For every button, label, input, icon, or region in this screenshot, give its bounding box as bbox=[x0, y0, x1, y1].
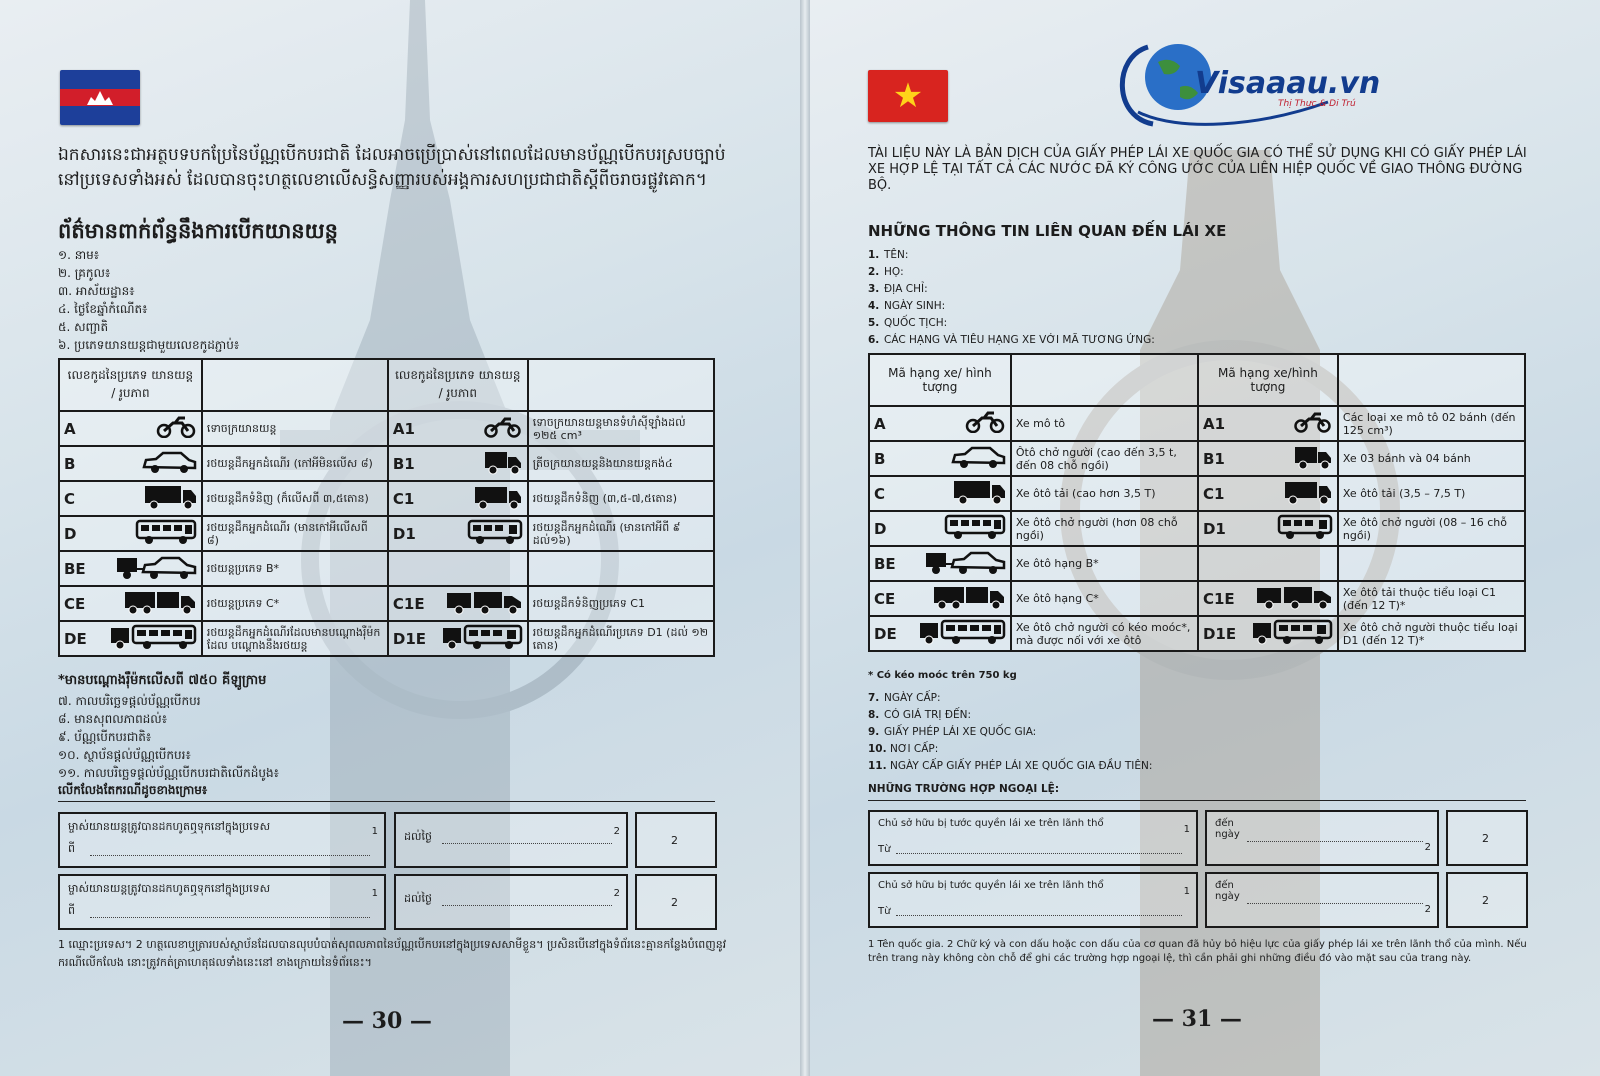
tricycle-truck-icon bbox=[483, 449, 523, 479]
category-description: Xe ôtô tải (3,5 – 7,5 T) bbox=[1338, 476, 1525, 511]
section-heading: ព័ត៌មានពាក់ព័ន្ធនឹងការបើកយានយន្ត bbox=[58, 219, 338, 243]
exception-owner-label: Chủ sở hữu bị tước quyền lái xe trên lãnh thổ bbox=[878, 880, 1104, 891]
category-code-cell bbox=[1198, 546, 1338, 581]
category-description: រថយន្តដឹកអ្នកដំណើរ (មានកៅអីពី ៩ ដល់១៦) bbox=[528, 516, 714, 551]
logo-name: Visaaau.vn bbox=[1195, 66, 1381, 101]
table-row bbox=[869, 511, 1525, 546]
book-gutter bbox=[800, 0, 810, 1076]
truck-icon bbox=[143, 484, 197, 514]
table-row bbox=[869, 406, 1525, 441]
table-row bbox=[59, 481, 714, 516]
category-code-cell bbox=[1198, 476, 1338, 511]
category-code-cell bbox=[59, 551, 202, 586]
car-icon bbox=[141, 450, 197, 478]
list-item: 11. NGÀY CẤP GIẤY PHÉP LÁI XE QUỐC GIA ĐẦU TIÊN: bbox=[868, 760, 1153, 772]
small-truck-with-trailer-icon bbox=[1255, 584, 1333, 614]
issue-info-list bbox=[868, 690, 1152, 775]
exception-owner-label: Chủ sở hữu bị tước quyền lái xe trên lãnh thổ bbox=[878, 818, 1104, 829]
exception-until-box: đến ngày 2 bbox=[1205, 872, 1439, 928]
category-code: D1E bbox=[1202, 624, 1237, 643]
table-row bbox=[869, 546, 1525, 581]
category-code-cell bbox=[388, 516, 528, 551]
category-code: C1 bbox=[1202, 484, 1225, 503]
motorcycle-icon bbox=[964, 411, 1006, 437]
trailer-note: *មានបណ្តោងរ៉ឺម៉កលើសពី ៧៥០ គីឡូក្រាម bbox=[58, 673, 267, 688]
small-motorcycle-icon bbox=[483, 416, 523, 442]
category-description: Các loại xe mô tô 02 bánh (đến 125 cm³) bbox=[1338, 406, 1525, 441]
exception-stamp-box: 2 bbox=[635, 874, 717, 930]
category-code: DE bbox=[874, 624, 897, 643]
list-item: 4. NGÀY SINH: bbox=[868, 300, 946, 312]
category-code: B1 bbox=[1202, 449, 1225, 468]
category-description: Xe ôtô tải (cao hơn 3,5 T) bbox=[1011, 476, 1198, 511]
page-number: — 31 — bbox=[1152, 1006, 1242, 1032]
minibus-with-trailer-icon bbox=[1251, 619, 1333, 649]
table-row bbox=[59, 621, 714, 656]
category-code-cell bbox=[388, 621, 528, 656]
divider bbox=[868, 800, 1526, 801]
exceptions-heading: NHỮNG TRƯỜNG HỢP NGOẠI LỆ: bbox=[868, 783, 1060, 795]
table-row bbox=[869, 476, 1525, 511]
category-code-cell bbox=[869, 406, 1011, 441]
table-row bbox=[59, 586, 714, 621]
category-description: ទោចក្រយានយន្តមានទំហំស៊ីឡាំងដល់ ១២៥ cm³ bbox=[528, 411, 714, 446]
category-code-cell bbox=[388, 551, 528, 586]
category-code: D bbox=[874, 519, 887, 538]
exception-stamp-box: 2 bbox=[635, 812, 717, 868]
list-item: ៨. មានសុពលភាពដល់៖ bbox=[58, 712, 167, 726]
driver-info-list bbox=[868, 247, 1155, 349]
list-item: 5. QUỐC TỊCH: bbox=[868, 317, 948, 329]
category-description: រថយន្តដឹកអ្នកដំណើរ (មានកៅអីលើសពី ៨) bbox=[202, 516, 388, 551]
truck-with-trailer-icon bbox=[932, 584, 1006, 614]
category-code: A bbox=[874, 414, 886, 433]
category-code-cell bbox=[869, 546, 1011, 581]
truck-icon bbox=[952, 479, 1006, 509]
exception-owner-label: ម្ចាស់យានយន្តត្រូវបានដកហូតឮទុកនៅក្នុងប្រទេស bbox=[68, 820, 271, 833]
bus-with-trailer-icon bbox=[109, 624, 197, 654]
list-item: 9. GIẤY PHÉP LÁI XE QUỐC GIA: bbox=[868, 726, 1037, 738]
small-truck-with-trailer-icon bbox=[445, 589, 523, 619]
exception-until-box: ដល់ថ្ងៃ 2 bbox=[394, 874, 628, 930]
small-truck-icon bbox=[473, 484, 523, 514]
exception-owner-box: Chủ sở hữu bị tước quyền lái xe trên lãnh thổ 1 Từ bbox=[868, 810, 1198, 866]
category-code-cell bbox=[59, 586, 202, 621]
category-description: រថយន្តដឹកអ្នកដំណើរដែលមានបណ្តោងរ៉ឺម៉ក ដែល បណ្តោងនឹងរថយន្ត bbox=[202, 621, 388, 656]
exception-owner-label: ម្ចាស់យានយន្តត្រូវបានដកហូតឮទុកនៅក្នុងប្រទេស bbox=[68, 882, 271, 895]
minibus-icon bbox=[467, 519, 523, 549]
driver-info-list bbox=[58, 246, 239, 354]
category-description: រថយន្តដឹកអ្នកដំណើរ (កៅអីមិនលើស ៨) bbox=[202, 446, 388, 481]
list-item: ១១. កាលបរិច្ឆេទផ្តល់ប័ណ្ណបើកបរជាតិលើកដំបូង៖ bbox=[58, 766, 279, 780]
table-row bbox=[869, 441, 1525, 476]
motorcycle-icon bbox=[155, 416, 197, 442]
footnote: 1 Tên quốc gia. 2 Chữ ký và con dấu hoặc con dấu của cơ quan đã hủy bỏ hiệu lực của giấy phép lái xe trên lãnh thổ của mình. Nếu trên trang này không còn chỗ để ghi các trường hợp ngoại lệ, thì cần phải ghi những điều đó vào mặt sau của trang này. bbox=[868, 939, 1527, 964]
table-row bbox=[869, 581, 1525, 616]
table-row bbox=[59, 446, 714, 481]
list-item: 10. NƠI CẤP: bbox=[868, 743, 939, 755]
trailer-note: * Có kéo moóc trên 750 kg bbox=[868, 670, 1017, 681]
issue-info-list bbox=[58, 692, 279, 782]
category-description: រថយន្តដឹកទំនិញ (៣,៥-៧,៥តោន) bbox=[528, 481, 714, 516]
category-description: Xe 03 bánh và 04 bánh bbox=[1338, 441, 1525, 476]
category-description: Ôtô chở người (cao đến 3,5 t, đến 08 chỗ ngồi) bbox=[1011, 441, 1198, 476]
vehicle-category-table bbox=[58, 358, 715, 657]
category-code: C1E bbox=[392, 594, 425, 613]
category-code: C1 bbox=[392, 489, 415, 508]
category-code-cell bbox=[869, 476, 1011, 511]
category-code: C bbox=[874, 484, 886, 503]
car-icon bbox=[950, 445, 1006, 473]
category-code-cell bbox=[59, 481, 202, 516]
category-code-cell bbox=[1198, 441, 1338, 476]
table-row bbox=[59, 411, 714, 446]
category-description: រថយន្តប្រភេទ C* bbox=[202, 586, 388, 621]
category-description: Xe ôtô chở người (hơn 08 chỗ ngồi) bbox=[1011, 511, 1198, 546]
bus-icon bbox=[135, 519, 197, 549]
category-code: A bbox=[64, 419, 76, 438]
small-truck-icon bbox=[1283, 479, 1333, 509]
divider bbox=[58, 801, 715, 802]
category-description: រថយន្តដឹកទំនិញប្រភេទ C1 bbox=[528, 586, 714, 621]
list-item: 3. ĐỊA CHỈ: bbox=[868, 283, 928, 295]
category-code: C1E bbox=[1202, 589, 1235, 608]
exception-until-box: đến ngày 2 bbox=[1205, 810, 1439, 866]
category-code: D1 bbox=[1202, 519, 1226, 538]
category-code: DE bbox=[64, 629, 87, 648]
vehicle-category-table bbox=[868, 353, 1526, 652]
cambodia-flag-icon bbox=[60, 70, 140, 125]
table-header: លេខកូដនៃប្រភេទ យានយន្ត / រូបភាព bbox=[59, 359, 202, 411]
list-item: 7. NGÀY CẤP: bbox=[868, 692, 941, 704]
footnote: 1 ឈ្មោះប្រទេស។ 2 ហត្ថលេខាឬត្រារបស់ស្ថាប័នដែលបានលុបបំបាត់សុពលភាពនៃប័ណ្ណបើកបរនៅក្នុងប្រទេសសាមីខ្លួន។ ប្រសិនបើនៅក្នុងទំព័រនេះគ្មានកន្លែងបំពេញនូវករណីលើកលែង នោះត្រូវកត់ត្រាហេតុផលទាំងនេះនៅ ខាងក្រោយនៃទំព័រនេះ។ bbox=[58, 938, 727, 969]
list-item: 6. CÁC HẠNG VÀ TIÊU HẠNG XE VỚI MÃ TƯƠNG ỨNG: bbox=[868, 334, 1155, 346]
category-description: Xe ôtô chở người thuộc tiểu loại D1 (đến 12 T)* bbox=[1338, 616, 1525, 651]
exception-stamp-box: 2 bbox=[1446, 872, 1528, 928]
list-item: ៧. កាលបរិច្ឆេទផ្តល់ប័ណ្ណបើកបរ bbox=[58, 694, 201, 708]
category-description: Xe ôtô chở người (08 – 16 chỗ ngồi) bbox=[1338, 511, 1525, 546]
category-code: C bbox=[64, 489, 76, 508]
list-item: ៩. ប័ណ្ណបើកបរជាតិ៖ bbox=[58, 730, 152, 744]
category-description: រថយន្តដឹកអ្នកដំណើរប្រភេទ D1 (ដល់ ១២ តោន) bbox=[528, 621, 714, 656]
category-code: BE bbox=[874, 554, 896, 573]
intro-text: ឯកសារនេះជាអត្ថបទបកប្រែនៃប័ណ្ណបើកបរជាតិ ដែលអាចប្រើប្រាស់នៅពេលដែលមានប័ណ្ណបើកបរស្របច្បាប់នៅប្រទេសទាំងអស់ ដែលបានចុះហត្ថលេខាលើសន្ធិសញ្ញារបស់អង្គការសហប្រជាជាតិស្តីពីចរាចរផ្លូវគោក។ bbox=[58, 145, 726, 190]
bus-with-trailer-icon bbox=[918, 619, 1006, 649]
exception-stamp-box: 2 bbox=[1446, 810, 1528, 866]
tricycle-truck-icon bbox=[1293, 444, 1333, 474]
category-description: Xe ôtô hạng C* bbox=[1011, 581, 1198, 616]
category-code-cell bbox=[869, 581, 1011, 616]
minibus-with-trailer-icon bbox=[441, 624, 523, 654]
logo-tagline: Thị Thực & Di Trú bbox=[1278, 99, 1356, 109]
list-item: ៤. ថ្ងៃខែឆ្នាំកំណើត៖ bbox=[58, 302, 148, 316]
category-code-cell bbox=[1198, 511, 1338, 546]
exception-owner-box: ម្ចាស់យានយន្តត្រូវបានដកហូតឮទុកនៅក្នុងប្រទេស 1 ពី bbox=[58, 812, 386, 868]
list-item: ១០. ស្ថាប័នផ្តល់ប័ណ្ណបើកបរ៖ bbox=[58, 748, 191, 762]
list-item: 8. CÓ GIÁ TRỊ ĐẾN: bbox=[868, 709, 971, 721]
category-code: D1 bbox=[392, 524, 416, 543]
category-code: A1 bbox=[392, 419, 415, 438]
category-description: Xe ôtô hạng B* bbox=[1011, 546, 1198, 581]
category-code: B bbox=[64, 454, 76, 473]
exception-until-box: ដល់ថ្ងៃ 2 bbox=[394, 812, 628, 868]
category-code-cell bbox=[869, 616, 1011, 651]
category-code-cell bbox=[388, 586, 528, 621]
truck-with-trailer-icon bbox=[123, 589, 197, 619]
category-code-cell bbox=[1198, 406, 1338, 441]
small-motorcycle-icon bbox=[1293, 411, 1333, 437]
category-code: D bbox=[64, 524, 77, 543]
category-description bbox=[528, 551, 714, 586]
list-item: 1. TÊN: bbox=[868, 249, 909, 261]
category-code-cell bbox=[869, 441, 1011, 476]
intro-text: TÀI LIỆU NÀY LÀ BẢN DỊCH CỦA GIẤY PHÉP LÁI XE QUỐC GIA CÓ THỂ SỬ DỤNG KHI CÓ GIẤY PHÉP LÁI XE HỢP LỆ TẠI TẤT CẢ CÁC NƯỚC ĐÃ KÝ CÔNG ƯỚC CỦA LIÊN HIỆP QUỐC VỀ GIAO THÔNG ĐƯỜNG BỘ. bbox=[868, 146, 1527, 193]
minibus-icon bbox=[1277, 514, 1333, 544]
list-item: ១. នាម៖ bbox=[58, 248, 100, 262]
list-item: 2. HỌ: bbox=[868, 266, 904, 278]
category-code: D1E bbox=[392, 629, 427, 648]
vietnam-flag-icon: ★ bbox=[868, 70, 948, 122]
category-code: A1 bbox=[1202, 414, 1226, 433]
category-code: CE bbox=[64, 594, 86, 613]
category-code-cell bbox=[1198, 616, 1338, 651]
page-number: — 30 — bbox=[342, 1008, 432, 1034]
category-code-cell bbox=[1198, 581, 1338, 616]
category-description: Xe ôtô tải thuộc tiểu loại C1 (đến 12 T)* bbox=[1338, 581, 1525, 616]
category-code-cell bbox=[59, 621, 202, 656]
category-code-cell bbox=[59, 446, 202, 481]
category-code: CE bbox=[874, 589, 896, 608]
table-row bbox=[869, 616, 1525, 651]
category-code-cell bbox=[869, 511, 1011, 546]
category-code: B1 bbox=[392, 454, 415, 473]
section-heading: NHỮNG THÔNG TIN LIÊN QUAN ĐẾN LÁI XE bbox=[868, 222, 1227, 240]
table-row bbox=[59, 516, 714, 551]
table-header: Mã hạng xe/hình tượng bbox=[1198, 354, 1338, 406]
list-item: ៥. សញ្ជាតិ bbox=[58, 320, 109, 334]
category-code-cell bbox=[59, 411, 202, 446]
table-header: លេខកូដនៃប្រភេទ យានយន្ត / រូបភាព bbox=[388, 359, 528, 411]
category-description: រថយន្តដឹកទំនិញ (ក៏លើសពី ៣,៥តោន) bbox=[202, 481, 388, 516]
table-header: Mã hạng xe/ hình tượng bbox=[869, 354, 1011, 406]
category-code: B bbox=[874, 449, 886, 468]
list-item: ៦. ប្រភេទយានយន្តជាមួយលេខកូដភ្ជាប់៖ bbox=[58, 338, 240, 352]
category-code-cell bbox=[388, 411, 528, 446]
bus-icon bbox=[944, 514, 1006, 544]
car-with-trailer-icon bbox=[924, 549, 1006, 579]
exception-owner-box: Chủ sở hữu bị tước quyền lái xe trên lãnh thổ 1 Từ bbox=[868, 872, 1198, 928]
table-row bbox=[59, 551, 714, 586]
exception-owner-box: ម្ចាស់យានយន្តត្រូវបានដកហូតឮទុកនៅក្នុងប្រទេស 1 ពី bbox=[58, 874, 386, 930]
category-description: ទោចក្រយានយន្ត bbox=[202, 411, 388, 446]
list-item: ៣. អាស័យដ្ឋាន៖ bbox=[58, 284, 135, 298]
category-description bbox=[1338, 546, 1525, 581]
list-item: ២. គ្រកូល៖ bbox=[58, 266, 111, 280]
category-description: រថយន្តប្រភេទ B* bbox=[202, 551, 388, 586]
category-code-cell bbox=[388, 481, 528, 516]
category-description: ត្រីចក្រយានយន្តនិងយានយន្តកង់៤ bbox=[528, 446, 714, 481]
car-with-trailer-icon bbox=[115, 554, 197, 584]
category-description: Xe ôtô chở người có kéo moóc*, mà được nối với xe ôtô bbox=[1011, 616, 1198, 651]
category-description: Xe mô tô bbox=[1011, 406, 1198, 441]
exceptions-heading: លើកលែងតែករណីដូចខាងក្រោម៖ bbox=[58, 783, 208, 797]
category-code-cell bbox=[59, 516, 202, 551]
category-code-cell bbox=[388, 446, 528, 481]
category-code: BE bbox=[64, 559, 86, 578]
